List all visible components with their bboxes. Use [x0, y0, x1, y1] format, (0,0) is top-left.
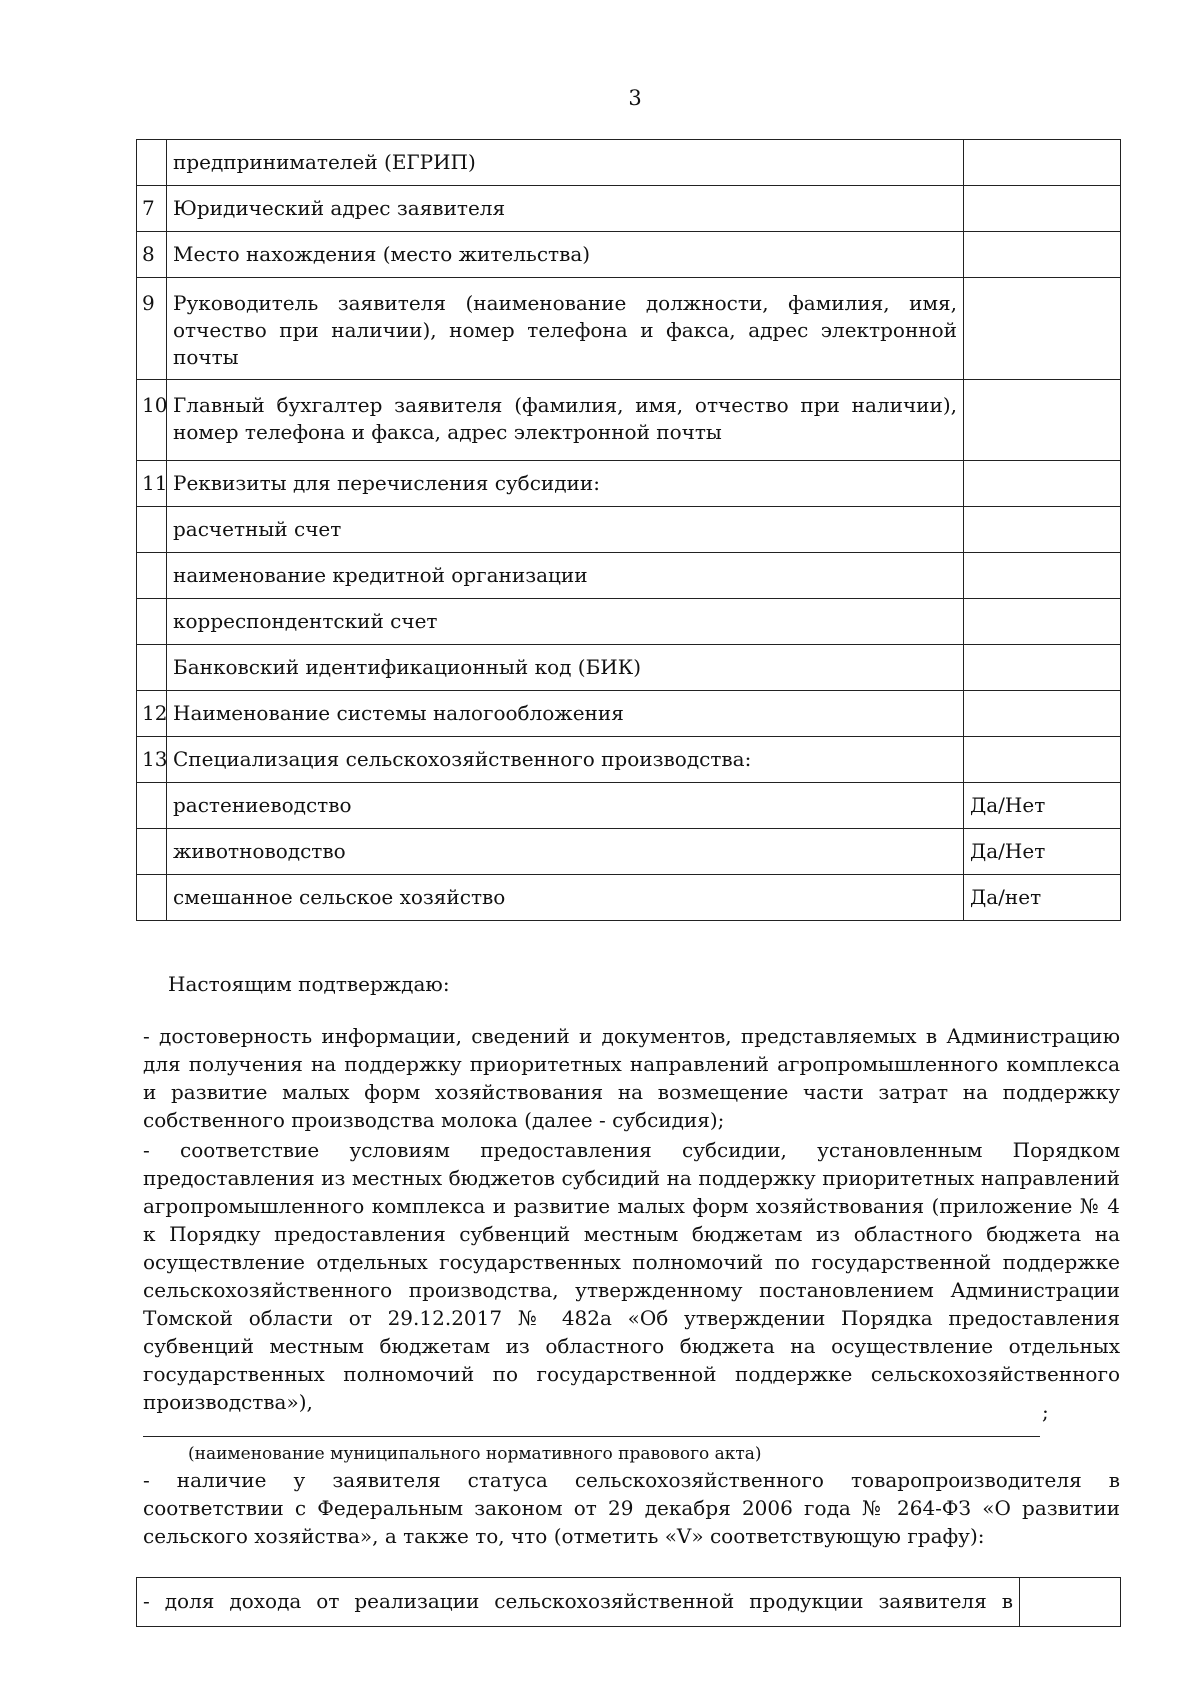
applicant-info-table [136, 139, 1121, 921]
row-value-cell[interactable] [964, 380, 1121, 461]
table-row [137, 645, 1121, 691]
row-label: наименование кредитной организации [167, 553, 964, 599]
table-row [137, 507, 1121, 553]
income-share-table [136, 1577, 1121, 1627]
row-value-cell[interactable] [964, 461, 1121, 507]
row-label: растениеводство [167, 783, 964, 829]
row-number [137, 599, 167, 645]
row-label: животноводство [167, 829, 964, 875]
row-value-cell[interactable] [964, 645, 1121, 691]
row-label: Руководитель заявителя (наименование должности, фамилия, имя, отчество при наличии), номер телефона и факса, адрес электронной почты [167, 278, 964, 380]
row-value-cell[interactable] [964, 278, 1121, 380]
table-row [137, 232, 1121, 278]
row-label: смешанное сельское хозяйство [167, 875, 964, 921]
row-value-cell[interactable] [964, 232, 1121, 278]
row-number [137, 507, 167, 553]
row-number: 8 [137, 232, 167, 278]
row-value-cell[interactable] [964, 737, 1121, 783]
row-number [137, 875, 167, 921]
row-value-cell[interactable]: Да/Нет [964, 783, 1121, 829]
row-value-cell[interactable] [964, 691, 1121, 737]
row-number: 11 [137, 461, 167, 507]
row-number [137, 140, 167, 186]
row-number [137, 783, 167, 829]
row-value-cell[interactable] [964, 553, 1121, 599]
table-row [137, 186, 1121, 232]
row-value-cell[interactable] [964, 140, 1121, 186]
row-value-cell[interactable] [964, 507, 1121, 553]
row-label: Главный бухгалтер заявителя (фамилия, имя, отчество при наличии), номер телефона и факса, адрес электронной почты [167, 380, 964, 461]
table-row [137, 875, 1121, 921]
page-number: 3 [628, 86, 642, 110]
row-label: Банковский идентификационный код (БИК) [167, 645, 964, 691]
row-label: корреспондентский счет [167, 599, 964, 645]
row-label: Наименование системы налогообложения [167, 691, 964, 737]
row-label: расчетный счет [167, 507, 964, 553]
row-label: Реквизиты для перечисления субсидии: [167, 461, 964, 507]
table-row [137, 380, 1121, 461]
row-label: Место нахождения (место жительства) [167, 232, 964, 278]
regulation-name-line[interactable] [143, 1416, 1040, 1437]
table-row [137, 1578, 1121, 1627]
row-number [137, 645, 167, 691]
table-row [137, 829, 1121, 875]
table-row [137, 737, 1121, 783]
row-label: Специализация сельскохозяйственного производства: [167, 737, 964, 783]
row-label: Юридический адрес заявителя [167, 186, 964, 232]
income-share-label: - доля дохода от реализации сельскохозяйственной продукции заявителя в [137, 1578, 1020, 1627]
row-value-cell[interactable]: Да/Нет [964, 829, 1121, 875]
row-value-cell[interactable]: Да/нет [964, 875, 1121, 921]
row-number: 9 [137, 278, 167, 380]
row-number: 10 [137, 380, 167, 461]
confirm-heading: Настоящим подтверждаю: [168, 972, 450, 996]
table-row [137, 461, 1121, 507]
table-row [137, 783, 1121, 829]
income-share-checkbox-cell[interactable] [1020, 1578, 1121, 1627]
paragraph-compliance: - соответствие условиям предоставления субсидии, установленным Порядком предоставления из местных бюджетов субсидий на поддержку приоритетных направлений агропромышленного комплекса и развитие малых форм хозяйствования (приложение № 4 к Порядку предоставления субвенций местным бюджетам из областного бюджета на осуществление отдельных государственных полномочий по государственной поддержке сельскохозяйственного производства, утвержденному постановлением Администрации Томской области от 29.12.2017 № 482а «Об утверждении Порядка предоставления субвенций местным бюджетам из областного бюджета на осуществление отдельных государственных полномочий по государственной поддержке сельскохозяйственного производства»), [143, 1138, 1120, 1414]
regulation-name-semicolon: ; [1042, 1400, 1049, 1424]
paragraph-producer-status: - наличие у заявителя статуса сельскохозяйственного товаропроизводителя в соответствии с Федеральным законом от 29 декабря 2006 года № 264-ФЗ «О развитии сельского хозяйства», а также то, что (отметить «V» соответствующую графу): [143, 1468, 1120, 1548]
row-label: предпринимателей (ЕГРИП) [167, 140, 964, 186]
row-value-cell[interactable] [964, 599, 1121, 645]
row-number: 13 [137, 737, 167, 783]
row-value-cell[interactable] [964, 186, 1121, 232]
table-row [137, 278, 1121, 380]
regulation-name-caption: (наименование муниципального нормативного правового акта) [188, 1444, 762, 1464]
row-number: 7 [137, 186, 167, 232]
table-row [137, 599, 1121, 645]
paragraph-reliability: - достоверность информации, сведений и документов, представляемых в Администрацию для получения на поддержку приоритетных направлений агропромышленного комплекса и развитие малых форм хозяйствования на возмещение части затрат на поддержку собственного производства молока (далее - субсидия); [143, 1024, 1120, 1132]
row-number [137, 553, 167, 599]
row-number [137, 829, 167, 875]
table-row [137, 553, 1121, 599]
table-row [137, 140, 1121, 186]
table-row [137, 691, 1121, 737]
row-number: 12 [137, 691, 167, 737]
